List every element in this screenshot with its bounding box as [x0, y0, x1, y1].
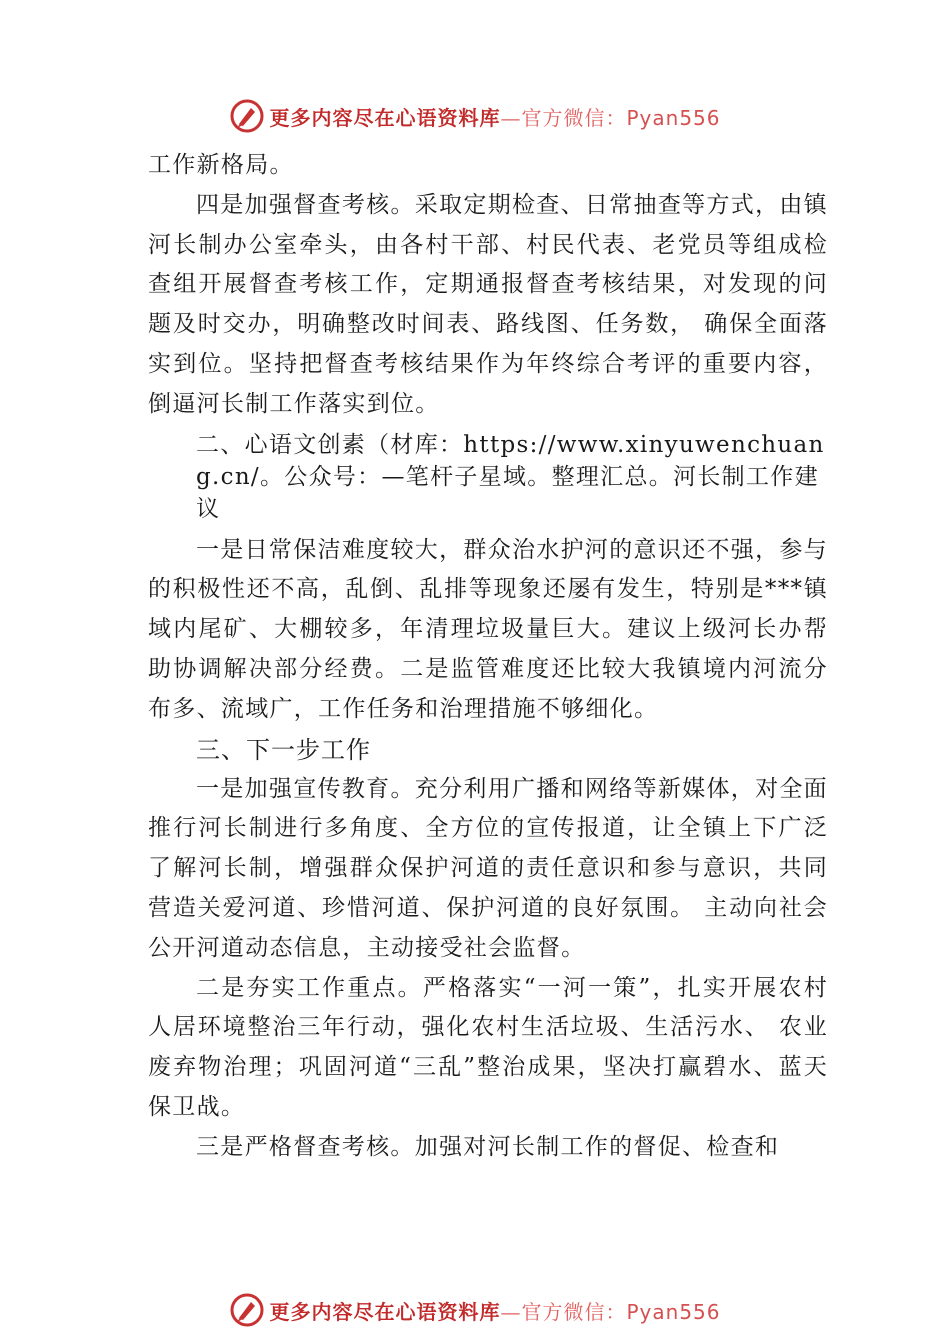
section-heading-next-steps: 三、下一步工作 [196, 735, 371, 764]
paragraph-inspection: 三是严格督查考核。加强对河长制工作的督促、检查和 [196, 1133, 780, 1160]
document-body [148, 146, 828, 1168]
header-banner [0, 96, 950, 136]
section-heading-suggestions: 二、心语文创素（材库：https://www.xinyuwenchuang.cn/。公众号：—笔杆子星域。整理汇总。河长制工作建议 [196, 431, 825, 522]
paragraph-key-work: 二是夯实工作重点。严格落实“一河一策”，扎实开展农村人居环境整治三年行动，强化农村生活垃圾、生活污水、 农业废弃物治理；巩固河道“三乱”整治成果，坚决打赢碧水、蓝天保卫战。 [148, 974, 828, 1120]
banner-text-library: 更多内容尽在心语资料库 [269, 105, 501, 130]
paragraph-continuation: 工作新格局。 [148, 152, 294, 178]
paragraph-publicity: 一是加强宣传教育。充分利用广播和网络等新媒体，对全面推行河长制进行多角度、全方位的宣传报道，让全镇上下广泛了解河长制，增强群众保护河道的责任意识和参与意识，共同营造关爱河道、珍惜河道、保护河道的良好氛围。 主动向社会公开河道动态信息，主动接受社会监督。 [148, 775, 828, 961]
banner-text-library: 更多内容尽在心语资料库 [269, 1299, 501, 1324]
banner-text [269, 1296, 720, 1325]
banner-text [269, 102, 720, 131]
banner-text-wechat: —官方微信： [500, 1299, 627, 1324]
pen-nib-logo-icon [229, 1292, 265, 1328]
banner-text-wechat: —官方微信： [500, 105, 627, 130]
banner-text-id: Pyan556 [626, 105, 721, 130]
paragraph-supervision: 四是加强督查考核。采取定期检查、日常抽查等方式，由镇河长制办公室牵头，由各村干部、村民代表、老党员等组成检查组开展督查考核工作，定期通报督查考核结果，对发现的问题及时交办，明确整改时间表、路线图、任务数， 确保全面落实到位。坚持把督查考核结果作为年终综合考评的重要内容，倒逼河长制工作落实到位。 [148, 191, 828, 417]
banner-text-id: Pyan556 [626, 1299, 721, 1324]
footer-banner [0, 1290, 950, 1330]
pen-nib-logo-icon [229, 98, 265, 134]
paragraph-difficulties: 一是日常保洁难度较大，群众治水护河的意识还不强，参与的积极性还不高，乱倒、乱排等现象还屡有发生，特别是***镇域内尾矿、大棚较多，年清理垃圾量巨大。建议上级河长办帮助协调解决部分经费。二是监管难度还比较大我镇境内河流分布多、流域广，工作任务和治理措施不够细化。 [148, 536, 828, 722]
